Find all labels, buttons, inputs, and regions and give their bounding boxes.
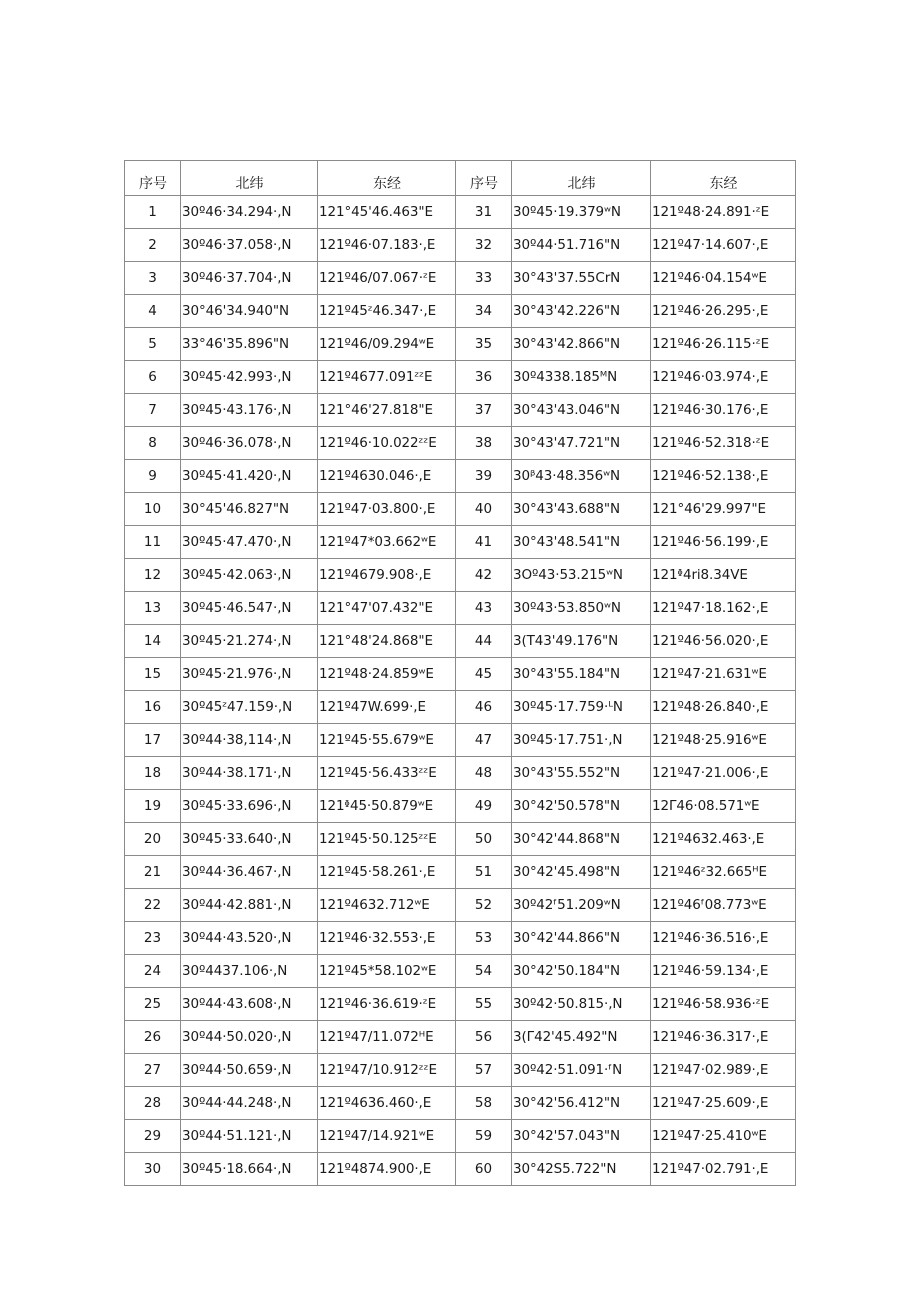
seq-cell: 6: [125, 361, 181, 394]
lat-cell: 30º44·38.171·,N: [181, 757, 318, 790]
lon-cell: 121º46·03.974·,E: [651, 361, 796, 394]
lon-cell: 121º46·56.020·,E: [651, 625, 796, 658]
header-lat-right: 北纬: [512, 161, 651, 196]
lat-cell: 30º42ᶠ51.209ʷN: [512, 889, 651, 922]
table-row: [125, 658, 796, 691]
seq-cell: 57: [456, 1054, 512, 1087]
seq-cell: 56: [456, 1021, 512, 1054]
lon-cell: 121º46·56.199·,E: [651, 526, 796, 559]
lon-cell: 121º46/07.067·ᶻE: [318, 262, 456, 295]
seq-cell: 46: [456, 691, 512, 724]
lat-cell: 30°42S5.722"N: [512, 1153, 651, 1186]
lat-cell: 30º4437.106·,N: [181, 955, 318, 988]
seq-cell: 52: [456, 889, 512, 922]
lat-cell: 30º44·51.121·,N: [181, 1120, 318, 1153]
seq-cell: 25: [125, 988, 181, 1021]
lon-cell: 121º4632.463·,E: [651, 823, 796, 856]
seq-cell: 36: [456, 361, 512, 394]
lat-cell: 30º42·50.815·,N: [512, 988, 651, 1021]
lon-cell: 121º45·56.433ᶻᶻE: [318, 757, 456, 790]
table-row: [125, 460, 796, 493]
lat-cell: 30°43'42.226"N: [512, 295, 651, 328]
lon-cell: 121º45ᶻ46.347·,E: [318, 295, 456, 328]
seq-cell: 2: [125, 229, 181, 262]
lat-cell: 30º45ᶻ47.159·,N: [181, 691, 318, 724]
seq-cell: 4: [125, 295, 181, 328]
lon-cell: 121º46·59.134·,E: [651, 955, 796, 988]
lat-cell: 3Oº43·53.215ʷN: [512, 559, 651, 592]
seq-cell: 51: [456, 856, 512, 889]
seq-cell: 29: [125, 1120, 181, 1153]
lat-cell: 30°43'48.541"N: [512, 526, 651, 559]
lat-cell: 3(Γ42'45.492"N: [512, 1021, 651, 1054]
lon-cell: 121º45*58.102ʷE: [318, 955, 456, 988]
lat-cell: 30°42'44.866"N: [512, 922, 651, 955]
lat-cell: 30°42'50.184"N: [512, 955, 651, 988]
lon-cell: 121º47·03.800·,E: [318, 493, 456, 526]
lon-cell: 121º46·32.553·,E: [318, 922, 456, 955]
lon-cell: 121°45'46.463"E: [318, 196, 456, 229]
lon-cell: 121°48'24.868"E: [318, 625, 456, 658]
seq-cell: 13: [125, 592, 181, 625]
table-row: [125, 559, 796, 592]
seq-cell: 20: [125, 823, 181, 856]
lat-cell: 30º45·18.664·,N: [181, 1153, 318, 1186]
lon-cell: 121º4874.900·,E: [318, 1153, 456, 1186]
lat-cell: 30°42'44.868"N: [512, 823, 651, 856]
table-row: [125, 1054, 796, 1087]
lat-cell: 30º45·21.274·,N: [181, 625, 318, 658]
lon-cell: 121º46·26.295·,E: [651, 295, 796, 328]
seq-cell: 35: [456, 328, 512, 361]
lon-cell: 121º47/10.912ᶻᶻE: [318, 1054, 456, 1087]
seq-cell: 39: [456, 460, 512, 493]
lat-cell: 30º44·50.020·,N: [181, 1021, 318, 1054]
header-lat-left: 北纬: [181, 161, 318, 196]
lat-cell: 30º45·46.547·,N: [181, 592, 318, 625]
lat-cell: 30º45·19.379ʷN: [512, 196, 651, 229]
table-row: [125, 592, 796, 625]
seq-cell: 10: [125, 493, 181, 526]
header-lon-right: 东经: [651, 161, 796, 196]
lon-cell: 121º46·52.138·,E: [651, 460, 796, 493]
lat-cell: 33°46'35.896"N: [181, 328, 318, 361]
table-row: [125, 295, 796, 328]
seq-cell: 28: [125, 1087, 181, 1120]
lon-cell: 121º47·14.607·,E: [651, 229, 796, 262]
lat-cell: 30º45·33.640·,N: [181, 823, 318, 856]
lon-cell: 121°46'27.818"E: [318, 394, 456, 427]
lon-cell: 121º4679.908·,E: [318, 559, 456, 592]
lat-cell: 30°46'34.940"N: [181, 295, 318, 328]
lat-cell: 30°43'37.55CrN: [512, 262, 651, 295]
lat-cell: 30º45·42.993·,N: [181, 361, 318, 394]
seq-cell: 47: [456, 724, 512, 757]
lat-cell: 30°42'56.412"N: [512, 1087, 651, 1120]
seq-cell: 30: [125, 1153, 181, 1186]
seq-cell: 40: [456, 493, 512, 526]
lat-cell: 30º45·42.063·,N: [181, 559, 318, 592]
lat-cell: 30°43'47.721"N: [512, 427, 651, 460]
seq-cell: 50: [456, 823, 512, 856]
seq-cell: 27: [125, 1054, 181, 1087]
lon-cell: 121º46·36.516·,E: [651, 922, 796, 955]
seq-cell: 34: [456, 295, 512, 328]
seq-cell: 9: [125, 460, 181, 493]
lat-cell: 30º44·44.248·,N: [181, 1087, 318, 1120]
lat-cell: 30º45·17.759·ᴸN: [512, 691, 651, 724]
lat-cell: 30°42'45.498"N: [512, 856, 651, 889]
seq-cell: 11: [125, 526, 181, 559]
lon-cell: 121ᶲ45·50.879ʷE: [318, 790, 456, 823]
lat-cell: 30º45·33.696·,N: [181, 790, 318, 823]
seq-cell: 18: [125, 757, 181, 790]
seq-cell: 22: [125, 889, 181, 922]
table-row: [125, 427, 796, 460]
lon-cell: 121º46/09.294ʷE: [318, 328, 456, 361]
lon-cell: 121º48·24.859ʷE: [318, 658, 456, 691]
lat-cell: 30°43'42.866"N: [512, 328, 651, 361]
lat-cell: 30º44·38,114·,N: [181, 724, 318, 757]
lat-cell: 30º45·47.470·,N: [181, 526, 318, 559]
lon-cell: 12Γ46·08.571ʷE: [651, 790, 796, 823]
lon-cell: 121º46·36.619·ᶻE: [318, 988, 456, 1021]
lon-cell: 121º47·25.609·,E: [651, 1087, 796, 1120]
table-row: [125, 262, 796, 295]
lon-cell: 121º48·26.840·,E: [651, 691, 796, 724]
lat-cell: 30°43'55.552"N: [512, 757, 651, 790]
seq-cell: 32: [456, 229, 512, 262]
lon-cell: 121º46ᶻ32.665ᴴE: [651, 856, 796, 889]
lat-cell: 30º45·17.751·,N: [512, 724, 651, 757]
lon-cell: 121º47*03.662ʷE: [318, 526, 456, 559]
lat-cell: 30°43'55.184"N: [512, 658, 651, 691]
lon-cell: 121º47·02.989·,E: [651, 1054, 796, 1087]
seq-cell: 15: [125, 658, 181, 691]
lat-cell: 30º44·50.659·,N: [181, 1054, 318, 1087]
lat-cell: 30º46·34.294·,N: [181, 196, 318, 229]
seq-cell: 26: [125, 1021, 181, 1054]
lon-cell: 121º47·25.410ʷE: [651, 1120, 796, 1153]
lat-cell: 30°42'50.578"N: [512, 790, 651, 823]
lat-cell: 30°43'43.688"N: [512, 493, 651, 526]
lat-cell: 30º44·51.716"N: [512, 229, 651, 262]
lat-cell: 30°45'46.827"N: [181, 493, 318, 526]
seq-cell: 38: [456, 427, 512, 460]
lon-cell: 121º4630.046·,E: [318, 460, 456, 493]
lon-cell: 121º46·52.318·ᶻE: [651, 427, 796, 460]
seq-cell: 31: [456, 196, 512, 229]
lon-cell: 121º46·36.317·,E: [651, 1021, 796, 1054]
lon-cell: 121º47/11.072ᴴE: [318, 1021, 456, 1054]
seq-cell: 60: [456, 1153, 512, 1186]
table-row: [125, 493, 796, 526]
lon-cell: 121º46·07.183·,E: [318, 229, 456, 262]
lon-cell: 121º47·02.791·,E: [651, 1153, 796, 1186]
lat-cell: 30º44·36.467·,N: [181, 856, 318, 889]
table-body: [125, 196, 796, 1186]
seq-cell: 19: [125, 790, 181, 823]
seq-cell: 42: [456, 559, 512, 592]
seq-cell: 49: [456, 790, 512, 823]
seq-cell: 59: [456, 1120, 512, 1153]
table-row: [125, 1153, 796, 1186]
seq-cell: 54: [456, 955, 512, 988]
seq-cell: 33: [456, 262, 512, 295]
lat-cell: 3(T43'49.176"N: [512, 625, 651, 658]
table-header-row: [125, 161, 796, 196]
table-row: [125, 328, 796, 361]
lon-cell: 121º47·18.162·,E: [651, 592, 796, 625]
lon-cell: 121º46·04.154ʷE: [651, 262, 796, 295]
lon-cell: 121º4677.091ᶻᶻE: [318, 361, 456, 394]
seq-cell: 48: [456, 757, 512, 790]
lon-cell: 121º48·24.891·ᶻE: [651, 196, 796, 229]
lat-cell: 30°43'43.046"N: [512, 394, 651, 427]
seq-cell: 21: [125, 856, 181, 889]
lon-cell: 121º46ᶠ08.773ʷE: [651, 889, 796, 922]
coordinate-table: [124, 160, 796, 1186]
table-row: [125, 823, 796, 856]
header-lon-left: 东经: [318, 161, 456, 196]
seq-cell: 23: [125, 922, 181, 955]
seq-cell: 7: [125, 394, 181, 427]
lat-cell: 30º45·43.176·,N: [181, 394, 318, 427]
lon-cell: 121º46·10.022ᶻᶻE: [318, 427, 456, 460]
table-row: [125, 526, 796, 559]
table-row: [125, 757, 796, 790]
table-row: [125, 724, 796, 757]
lat-cell: 30º46·36.078·,N: [181, 427, 318, 460]
lon-cell: 121ᶲ4ri8.34VE: [651, 559, 796, 592]
lon-cell: 121º46·30.176·,E: [651, 394, 796, 427]
lon-cell: 121º45·58.261·,E: [318, 856, 456, 889]
table-row: [125, 922, 796, 955]
seq-cell: 16: [125, 691, 181, 724]
header-seq-right: 序号: [456, 161, 512, 196]
seq-cell: 58: [456, 1087, 512, 1120]
lon-cell: 121º48·25.916ʷE: [651, 724, 796, 757]
lat-cell: 30º46·37.704·,N: [181, 262, 318, 295]
table-row: [125, 790, 796, 823]
lon-cell: 121º45·55.679ʷE: [318, 724, 456, 757]
seq-cell: 1: [125, 196, 181, 229]
table-row: [125, 691, 796, 724]
lon-cell: 121°47'07.432"E: [318, 592, 456, 625]
lon-cell: 121º47·21.006·,E: [651, 757, 796, 790]
lon-cell: 121º47/14.921ʷE: [318, 1120, 456, 1153]
lat-cell: 30º45·41.420·,N: [181, 460, 318, 493]
table-row: [125, 229, 796, 262]
seq-cell: 53: [456, 922, 512, 955]
lat-cell: 30º43·53.850ʷN: [512, 592, 651, 625]
lon-cell: 121º4632.712ʷE: [318, 889, 456, 922]
lon-cell: 121º47W.699·,E: [318, 691, 456, 724]
seq-cell: 37: [456, 394, 512, 427]
lat-cell: 30º44·43.608·,N: [181, 988, 318, 1021]
table-row: [125, 856, 796, 889]
seq-cell: 55: [456, 988, 512, 1021]
table-row: [125, 1120, 796, 1153]
seq-cell: 41: [456, 526, 512, 559]
seq-cell: 45: [456, 658, 512, 691]
lat-cell: 30º46·37.058·,N: [181, 229, 318, 262]
lon-cell: 121º4636.460·,E: [318, 1087, 456, 1120]
table-row: [125, 625, 796, 658]
seq-cell: 3: [125, 262, 181, 295]
lon-cell: 121º46·26.115·ᶻE: [651, 328, 796, 361]
table-row: [125, 196, 796, 229]
table-row: [125, 955, 796, 988]
seq-cell: 5: [125, 328, 181, 361]
lat-cell: 30º42·51.091·ᶠN: [512, 1054, 651, 1087]
seq-cell: 24: [125, 955, 181, 988]
lat-cell: 30º44·43.520·,N: [181, 922, 318, 955]
table-row: [125, 361, 796, 394]
lon-cell: 121º46·58.936·ᶻE: [651, 988, 796, 1021]
seq-cell: 14: [125, 625, 181, 658]
lat-cell: 30º44·42.881·,N: [181, 889, 318, 922]
lon-cell: 121º47·21.631ʷE: [651, 658, 796, 691]
table-row: [125, 889, 796, 922]
table-row: [125, 1087, 796, 1120]
lon-cell: 121°46'29.997"E: [651, 493, 796, 526]
lat-cell: 30º4338.185ᴹN: [512, 361, 651, 394]
seq-cell: 12: [125, 559, 181, 592]
seq-cell: 17: [125, 724, 181, 757]
lat-cell: 30º45·21.976·,N: [181, 658, 318, 691]
lat-cell: 30°42'57.043"N: [512, 1120, 651, 1153]
table-row: [125, 1021, 796, 1054]
seq-cell: 8: [125, 427, 181, 460]
table-row: [125, 988, 796, 1021]
lat-cell: 30ᵝ43·48.356ʷN: [512, 460, 651, 493]
seq-cell: 43: [456, 592, 512, 625]
header-seq-left: 序号: [125, 161, 181, 196]
table-row: [125, 394, 796, 427]
lon-cell: 121º45·50.125ᶻᶻE: [318, 823, 456, 856]
seq-cell: 44: [456, 625, 512, 658]
